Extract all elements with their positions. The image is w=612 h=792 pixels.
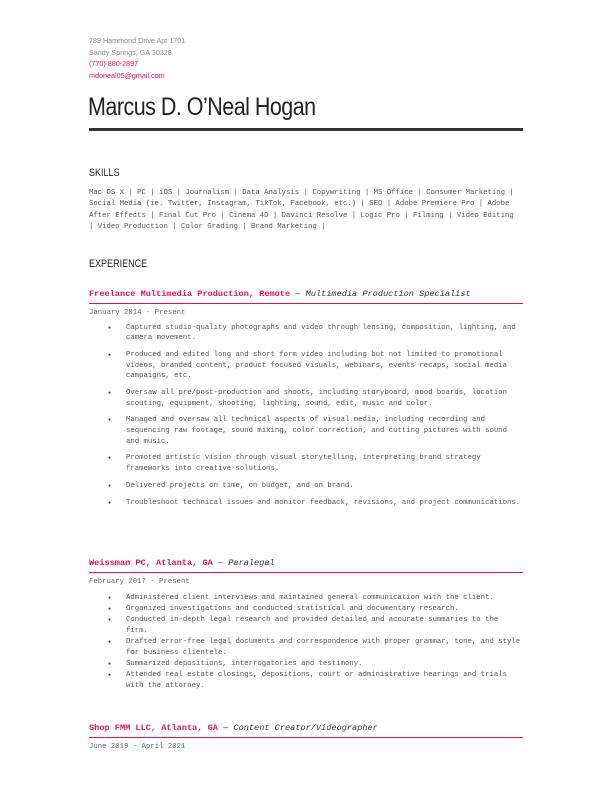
- job-bullet: ● Captured studio-quality photographs and video through lensing, composition, lighting, and camera movement.: [126, 323, 523, 344]
- name-divider: [89, 128, 523, 131]
- job-bullet: ● Organized investigations and conducted statistical and documentary research.: [126, 604, 523, 615]
- job-dates: June 2019 - April 2021: [89, 742, 186, 751]
- job-entry: [89, 723, 523, 751]
- job-bullet: ● Attended real estate closings, depositions, court or administrative hearings and trials with the attorney.: [126, 670, 523, 691]
- phone-number: (770) 880-2897: [89, 59, 139, 68]
- skills-list: Mac OS X | PC | iOS | Journalism | Data Analysis | Copywriting | MS Office | Consumer Marketing | Social Media (ie. Twitter, Instagram, TikTok, Facebook, etc.) | SEO | Adobe Premiere Pro | Adobe After Effects | Final Cut Pro | Cinema 4D | Davinci Resolve | Logic Pro | Filming | Video Editing | Video Production | Color Grading | Brand Marketing |: [89, 189, 514, 232]
- job-company: Freelance Multimedia Production, Remote: [89, 289, 291, 299]
- address-line-2: Sandy Springs, GA 30328: [89, 47, 172, 57]
- job-dates: February 2017 - Present: [89, 577, 190, 586]
- job-bullet: ● Delivered projects on time, on budget, and on brand.: [126, 481, 523, 492]
- job-separator: —: [212, 558, 229, 568]
- job-header: [89, 558, 523, 573]
- job-dates: January 2014 - Present: [89, 308, 186, 317]
- job-bullet: ● Conducted in-depth legal research and provided detailed and accurate summaries to the firm.: [126, 615, 523, 636]
- job-role: Multimedia Production Specialist: [305, 289, 471, 299]
- job-bullet: ● Administered client interviews and maintained general communication with the client.: [126, 593, 523, 604]
- job-bullets: [89, 593, 523, 692]
- experience-heading: EXPERIENCE: [89, 258, 148, 270]
- job-role: Content Creator/Videographer: [233, 723, 378, 733]
- job-role: Paralegal: [228, 558, 275, 568]
- job-separator: —: [217, 723, 234, 733]
- job-bullet: ● Promoted artistic vision through visual storytelling, interpreting brand strategy frameworks into creative solutions.: [126, 453, 523, 474]
- email-address: mdoneal05@gmail.com: [89, 70, 165, 80]
- job-bullets: [89, 323, 523, 508]
- candidate-name: Marcus D. O’Neal Hogan: [88, 93, 316, 121]
- job-header: [89, 723, 523, 738]
- contact-block: [89, 35, 185, 81]
- address-line-1: 789 Hammond Drive Apt 1701: [89, 36, 186, 45]
- job-company: Weissman PC, Atlanta, GA: [89, 558, 213, 568]
- job-company: Shop FMM LLC, Atlanta, GA: [89, 723, 218, 733]
- job-separator: —: [290, 289, 306, 299]
- job-header: [89, 289, 523, 304]
- job-bullet: ● Summarized depositions, interrogatories and testimony.: [126, 659, 523, 670]
- job-entry: [89, 558, 523, 691]
- job-bullet: ● Produced and edited long and short form video including but not limited to promotional videos, branded content, product focused visuals, webinars, events recaps, social media campaigns, etc.: [126, 350, 523, 382]
- job-bullet: ● Managed and oversaw all technical aspects of visual media, including recording and sequencing raw footage, sound mixing, color correction, and cutting pictures with sound and music.: [126, 415, 523, 447]
- job-bullet: ● Troubleshoot technical issues and monitor feedback, revisions, and project communications.: [126, 498, 523, 509]
- job-bullet: ● Oversaw all pre/post-production and shoots, including storyboard, mood boards, location scouting, equipment, shooting, lighting, sound, edit, music and color.: [126, 388, 523, 409]
- job-entry: [89, 289, 523, 508]
- skills-heading: SKILLS: [89, 167, 120, 179]
- job-bullet: ● Drafted error-free legal documents and correspondence with proper grammar, tone, and style for business clientele.: [126, 637, 523, 658]
